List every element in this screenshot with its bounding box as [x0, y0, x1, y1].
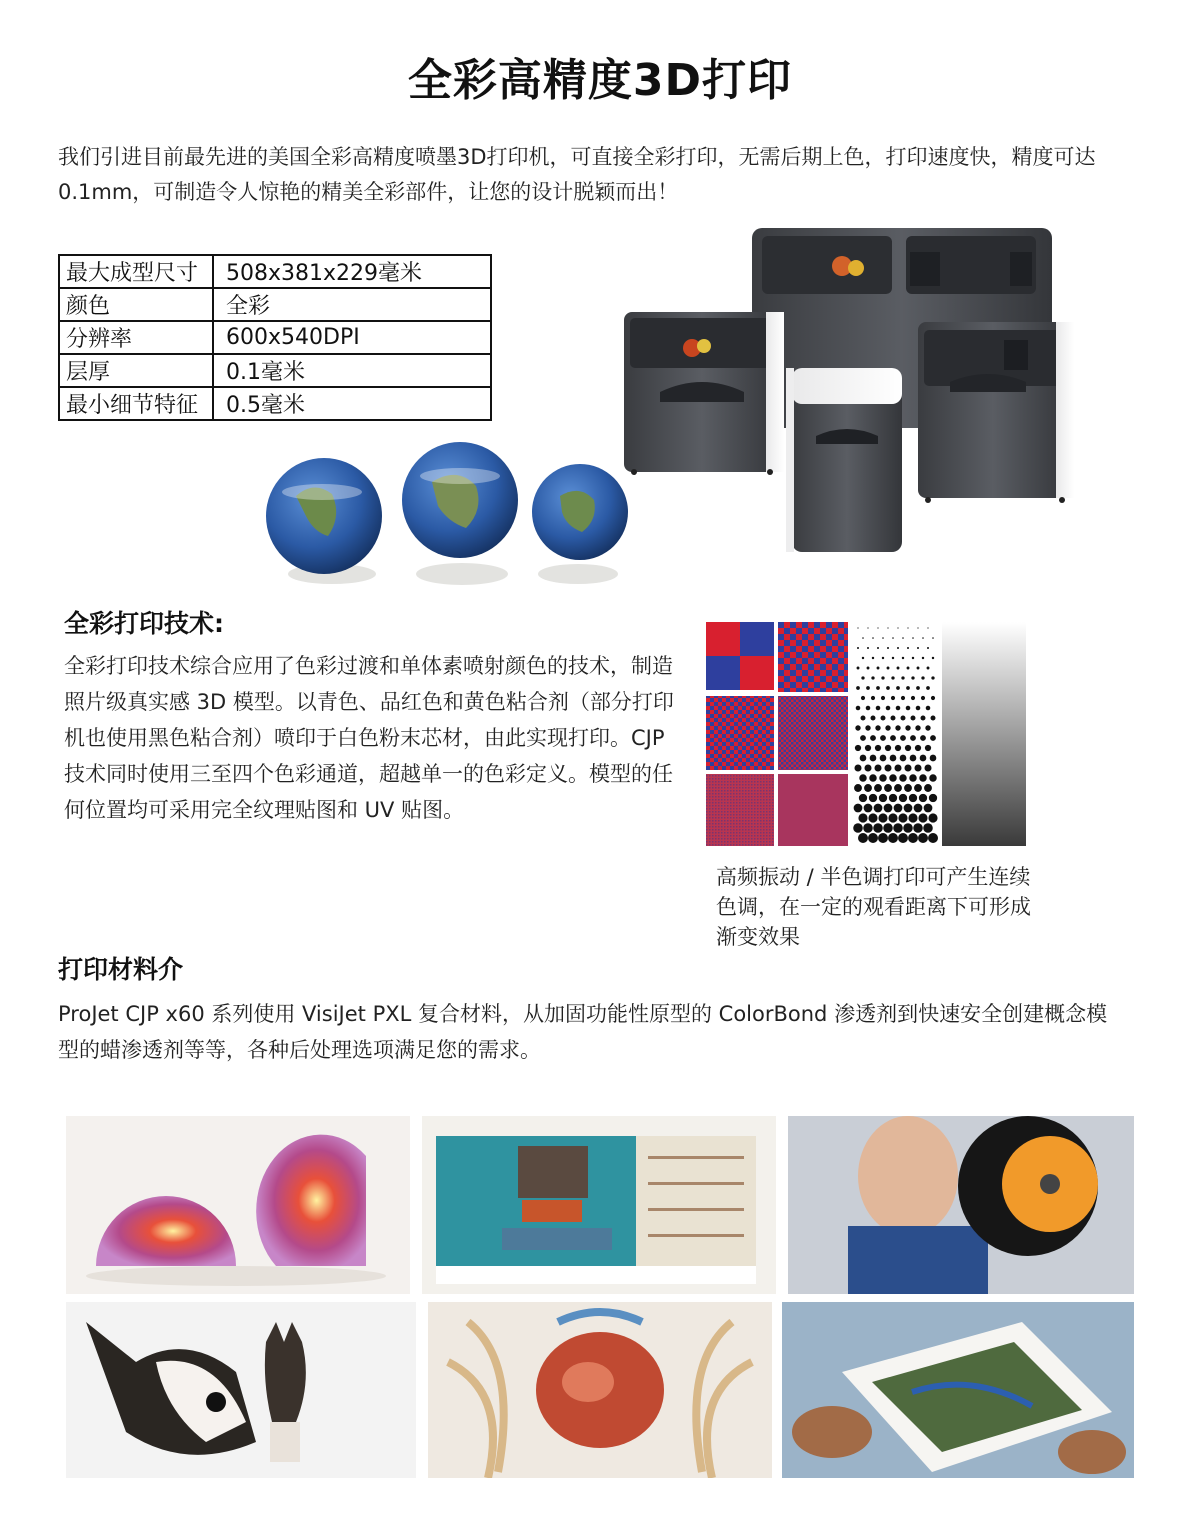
section-color-text: 全彩打印技术综合应用了色彩过渡和单体素喷射颜色的技术，制造照片级真实感 3D 模型。以青色、品红色和黄色粘合剂（部分打印机也使用黑色粘合剂）喷印于白色粉末芯材，由此实现打印。CJP 技术同时使用三至四个色彩通道，超越单一的色彩定义。模型的任何位置均可采用完全纹理贴图和 UV 贴图。 — [64, 654, 674, 822]
section-material-heading: 打印材料介 — [58, 955, 184, 984]
spec-row — [59, 321, 491, 354]
globes-photo — [262, 436, 638, 596]
spec-label: 最大成型尺寸 — [59, 255, 213, 288]
photo-wheel-model — [788, 1116, 1134, 1294]
spec-value: 600x540DPI — [213, 321, 491, 354]
spec-value: 0.5毫米 — [213, 387, 491, 420]
spec-row — [59, 288, 491, 321]
photo-room-model — [422, 1116, 776, 1294]
spec-row — [59, 387, 491, 420]
spec-table — [58, 254, 492, 421]
spec-value: 全彩 — [213, 288, 491, 321]
spec-row — [59, 255, 491, 288]
spec-label: 分辨率 — [59, 321, 213, 354]
photo-geode-models — [66, 1116, 410, 1294]
photo-ribcage-model — [428, 1302, 772, 1478]
halftone-caption: 高频振动 / 半色调打印可产生连续色调，在一定的观看距离下可形成渐变效果 — [716, 865, 1031, 949]
spec-value: 508x381x229毫米 — [213, 255, 491, 288]
spec-label: 层厚 — [59, 354, 213, 387]
printers-photo — [610, 222, 1090, 562]
spec-value: 0.1毫米 — [213, 354, 491, 387]
page-title: 全彩高精度3D打印 — [407, 55, 793, 106]
spec-row — [59, 354, 491, 387]
spec-label: 颜色 — [59, 288, 213, 321]
intro-paragraph: 我们引进目前最先进的美国全彩高精度喷墨3D打印机，可直接全彩打印，无需后期上色，打印速度快，精度可达0.1mm，可制造令人惊艳的精美全彩部件，让您的设计脱颖而出！ — [58, 145, 1096, 204]
section-color-heading: 全彩打印技术: — [64, 609, 224, 638]
spec-label: 最小细节特征 — [59, 387, 213, 420]
photo-dog-models — [66, 1302, 416, 1478]
photo-terrain-model — [782, 1302, 1134, 1478]
halftone-illustration — [706, 622, 1026, 846]
section-material-text: ProJet CJP x60 系列使用 VisiJet PXL 复合材料，从加固功能性原型的 ColorBond 渗透剂到快速安全创建概念模型的蜡渗透剂等等，各种后处理选项满足您的需求。 — [58, 1002, 1108, 1062]
